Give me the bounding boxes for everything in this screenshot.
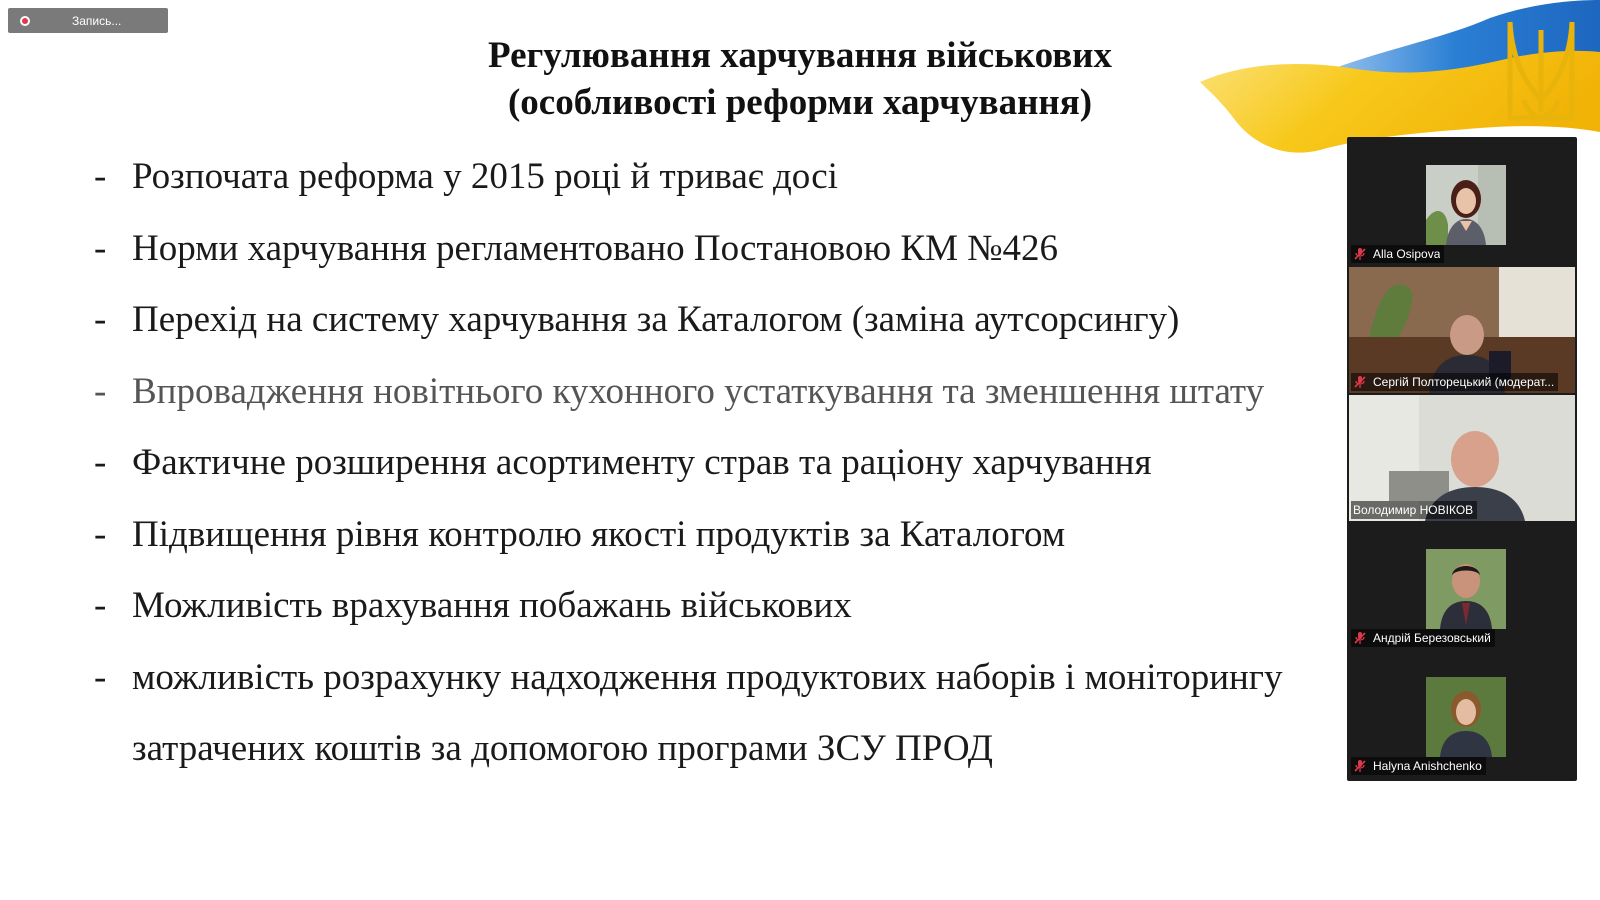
recording-label: Запись... bbox=[72, 13, 122, 28]
slide-title-line-1: Регулювання харчування військових bbox=[487, 35, 1113, 76]
participant-avatar bbox=[1426, 549, 1506, 629]
participant-name: Андрій Березовський bbox=[1373, 631, 1491, 645]
participant-panel[interactable] bbox=[1347, 137, 1577, 781]
bullet-item bbox=[94, 220, 1354, 292]
participant-tile[interactable] bbox=[1349, 523, 1575, 649]
bullet-item bbox=[94, 148, 1354, 220]
recording-indicator[interactable] bbox=[8, 8, 168, 33]
participant-tile[interactable] bbox=[1349, 267, 1575, 393]
bullet-text: Розпочата реформа у 2015 році й триває досі bbox=[132, 156, 838, 197]
participant-name-bar bbox=[1351, 501, 1477, 519]
bullet-dash: - bbox=[94, 442, 107, 483]
participant-name-bar bbox=[1351, 757, 1486, 775]
bullet-item bbox=[94, 291, 1354, 363]
participant-tile[interactable] bbox=[1349, 651, 1575, 777]
bullet-dash: - bbox=[94, 156, 107, 197]
participant-tile[interactable] bbox=[1349, 139, 1575, 265]
bullet-dash: - bbox=[94, 227, 107, 269]
bullet-dash: - bbox=[94, 370, 107, 412]
bullet-dash: - bbox=[94, 656, 107, 698]
mic-muted-icon bbox=[1353, 375, 1367, 389]
participant-name: Alla Osipova bbox=[1373, 247, 1441, 261]
slide-title bbox=[330, 32, 1270, 126]
record-icon bbox=[20, 16, 30, 26]
mic-muted-icon bbox=[1353, 247, 1367, 261]
bullet-text: можливість розрахунку надходження продуктових наборів і моніторингу bbox=[132, 656, 1283, 698]
bullet-continuation bbox=[94, 720, 1354, 780]
bullet-text: Фактичне розширення асортименту страв та раціону харчування bbox=[132, 442, 1152, 483]
participant-name: Сергій Полторецький (модерат... bbox=[1373, 375, 1555, 389]
mic-muted-icon bbox=[1353, 631, 1367, 645]
bullet-dash: - bbox=[94, 299, 107, 340]
bullet-item bbox=[94, 434, 1354, 506]
participant-name: Володимир НОВІКОВ bbox=[1353, 503, 1474, 517]
slide-title-line-2: (особливості реформи харчування) bbox=[507, 82, 1093, 123]
bullet-item bbox=[94, 363, 1354, 435]
slide-bullet-list bbox=[94, 148, 1354, 780]
bullet-text: Впровадження новітнього кухонного устаткування та зменшення штату bbox=[132, 370, 1265, 412]
bullet-text: затрачених коштів за допомогою програми ЗСУ ПРОД bbox=[132, 728, 993, 769]
bullet-item bbox=[94, 506, 1354, 578]
participant-name: Halyna Anishchenko bbox=[1373, 759, 1482, 773]
participant-name-bar bbox=[1351, 373, 1558, 391]
bullet-dash: - bbox=[94, 513, 107, 555]
participant-avatar bbox=[1426, 677, 1506, 757]
participant-tile-active-speaker[interactable] bbox=[1349, 395, 1575, 521]
bullet-text: Можливість врахування побажань військових bbox=[132, 585, 852, 626]
participant-name-bar bbox=[1351, 245, 1444, 263]
bullet-text: Норми харчування регламентовано Постановою КМ №426 bbox=[132, 227, 1059, 269]
participant-name-bar bbox=[1351, 629, 1495, 647]
bullet-text: Перехід на систему харчування за Каталогом (заміна аутсорсингу) bbox=[132, 299, 1180, 340]
bullet-item bbox=[94, 577, 1354, 649]
participant-avatar bbox=[1426, 165, 1506, 245]
bullet-dash: - bbox=[94, 585, 107, 626]
bullet-text: Підвищення рівня контролю якості продуктів за Каталогом bbox=[132, 513, 1066, 555]
bullet-item bbox=[94, 649, 1354, 721]
mic-muted-icon bbox=[1353, 759, 1367, 773]
